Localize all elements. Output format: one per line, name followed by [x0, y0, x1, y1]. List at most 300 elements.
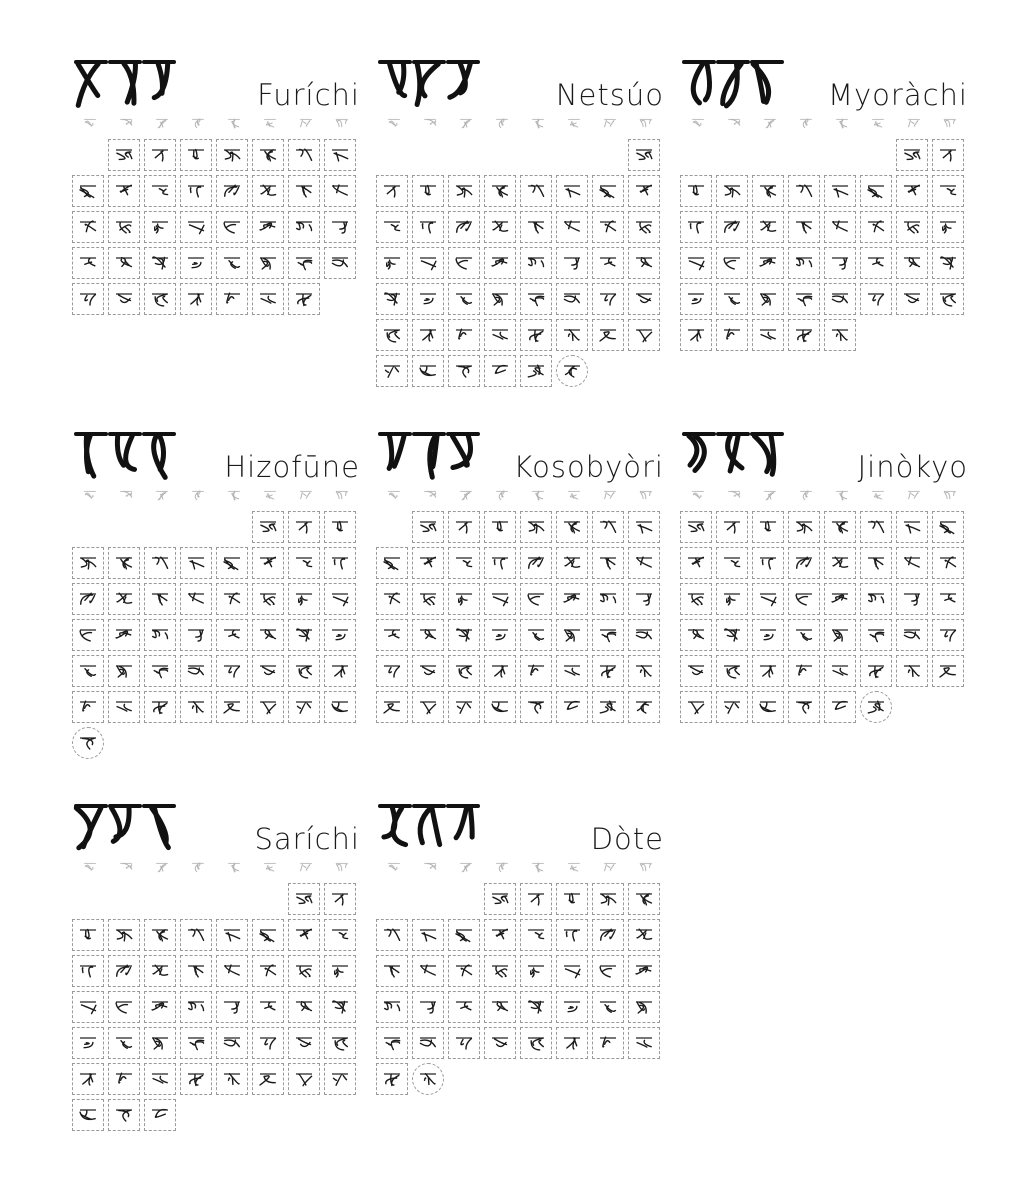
weekday-glyph-icon	[144, 858, 180, 880]
day-cell	[860, 619, 892, 651]
day-cell	[680, 619, 712, 651]
day-cell	[592, 247, 624, 279]
day-cell	[788, 583, 820, 615]
day-cell	[72, 955, 104, 987]
empty-slot	[484, 139, 520, 175]
month-title-script-icon	[680, 48, 790, 110]
month-title-script-icon	[376, 792, 486, 854]
day-cell	[628, 919, 660, 951]
day-cell	[788, 211, 820, 243]
day-cell	[216, 283, 248, 315]
day-cell	[932, 247, 964, 279]
day-cell	[448, 175, 480, 207]
day-cell	[180, 211, 212, 243]
weekday-glyph-icon	[716, 114, 752, 136]
day-cell	[412, 319, 444, 351]
day-cell	[556, 883, 588, 915]
day-cell	[556, 583, 588, 615]
day-cell	[860, 283, 892, 315]
day-cell	[788, 655, 820, 687]
day-cell	[376, 583, 408, 615]
day-cell	[824, 319, 856, 351]
day-cell	[180, 655, 212, 687]
day-cell	[824, 175, 856, 207]
day-cell	[932, 211, 964, 243]
empty-slot	[180, 511, 216, 547]
day-cell	[252, 1063, 284, 1095]
weekday-glyph-icon	[108, 114, 144, 136]
day-cell	[896, 655, 928, 687]
day-cell	[216, 175, 248, 207]
day-cell	[752, 247, 784, 279]
weekday-glyph-icon	[252, 486, 288, 508]
empty-slot	[72, 139, 108, 175]
empty-slot	[180, 883, 216, 919]
day-cell	[520, 175, 552, 207]
day-cell	[680, 319, 712, 351]
day-cell	[448, 319, 480, 351]
day-cell	[824, 547, 856, 579]
day-cell	[556, 247, 588, 279]
day-cell	[324, 955, 356, 987]
weekday-glyph-icon	[216, 486, 252, 508]
day-cell	[896, 139, 928, 171]
day-cell	[324, 175, 356, 207]
day-cell	[716, 247, 748, 279]
day-cell	[788, 319, 820, 351]
weekday-glyph-icon	[520, 858, 556, 880]
day-cell	[716, 175, 748, 207]
day-cell	[376, 955, 408, 987]
empty-slot	[108, 883, 144, 919]
day-cell	[448, 283, 480, 315]
day-cell	[896, 175, 928, 207]
weekday-header-row	[680, 486, 968, 508]
day-cell	[788, 691, 820, 723]
day-cell	[716, 691, 748, 723]
day-cell	[628, 547, 660, 579]
day-cell	[788, 511, 820, 543]
day-cell	[628, 247, 660, 279]
day-cell	[556, 175, 588, 207]
weekday-glyph-icon	[592, 114, 628, 136]
day-cell	[72, 691, 104, 723]
day-cell	[628, 955, 660, 987]
day-cell	[288, 919, 320, 951]
weekday-header-row	[72, 114, 360, 136]
day-cell	[896, 547, 928, 579]
day-cell	[824, 283, 856, 315]
empty-slot	[860, 139, 896, 175]
day-cell	[520, 547, 552, 579]
day-cell	[376, 283, 408, 315]
day-cell	[288, 175, 320, 207]
day-cell	[896, 619, 928, 651]
weekday-glyph-icon	[216, 858, 252, 880]
weekday-header-row	[680, 114, 968, 136]
day-cell	[448, 1027, 480, 1059]
day-cell	[288, 547, 320, 579]
day-cell	[484, 247, 516, 279]
day-cell	[932, 511, 964, 543]
day-cell	[448, 991, 480, 1023]
day-cell	[376, 247, 408, 279]
day-cell	[448, 619, 480, 651]
day-cell	[252, 175, 284, 207]
day-cell	[288, 955, 320, 987]
day-cell	[448, 919, 480, 951]
day-cell	[680, 511, 712, 543]
day-cell	[324, 991, 356, 1023]
day-cell	[108, 691, 140, 723]
weekday-glyph-icon	[252, 114, 288, 136]
day-cell	[520, 655, 552, 687]
weekday-glyph-icon	[788, 114, 824, 136]
weekday-glyph-icon	[180, 858, 216, 880]
day-cell	[376, 991, 408, 1023]
festival-day-cell	[72, 727, 104, 759]
day-cell	[324, 547, 356, 579]
day-cell	[216, 211, 248, 243]
weekday-glyph-icon	[752, 114, 788, 136]
day-cell	[180, 283, 212, 315]
day-cell	[108, 175, 140, 207]
day-cell	[824, 211, 856, 243]
weekday-glyph-icon	[376, 858, 412, 880]
day-cell	[484, 991, 516, 1023]
day-cell	[252, 619, 284, 651]
day-cell	[752, 619, 784, 651]
day-cell	[680, 175, 712, 207]
weekday-glyph-icon	[520, 114, 556, 136]
day-cell	[628, 283, 660, 315]
empty-slot	[376, 511, 412, 547]
day-cell	[680, 247, 712, 279]
day-cell	[680, 655, 712, 687]
day-cell	[484, 283, 516, 315]
day-cell	[752, 175, 784, 207]
day-cell	[680, 583, 712, 615]
day-cell	[448, 655, 480, 687]
day-cell	[556, 511, 588, 543]
day-cell	[288, 1027, 320, 1059]
month-title-script-icon	[72, 48, 182, 110]
day-cell	[324, 247, 356, 279]
day-cell	[288, 139, 320, 171]
day-cell	[324, 211, 356, 243]
day-cell	[180, 1063, 212, 1095]
day-cell	[556, 691, 588, 723]
day-cell	[752, 691, 784, 723]
day-cell	[860, 655, 892, 687]
empty-slot	[144, 883, 180, 919]
month-name: Kosobyòri	[513, 450, 664, 484]
day-cell	[288, 1063, 320, 1095]
weekday-glyph-icon	[412, 114, 448, 136]
weekday-glyph-icon	[324, 486, 360, 508]
day-cell	[376, 655, 408, 687]
day-cell	[324, 655, 356, 687]
day-cell	[556, 619, 588, 651]
day-cell	[628, 319, 660, 351]
weekday-glyph-icon	[752, 486, 788, 508]
day-cell	[592, 955, 624, 987]
weekday-glyph-icon	[376, 486, 412, 508]
day-cell	[628, 211, 660, 243]
weekday-glyph-icon	[896, 486, 932, 508]
day-cell	[72, 583, 104, 615]
day-cell	[592, 583, 624, 615]
day-cell	[216, 139, 248, 171]
weekday-glyph-icon	[324, 114, 360, 136]
day-cell	[592, 655, 624, 687]
day-grid	[376, 883, 664, 1099]
day-cell	[520, 619, 552, 651]
day-cell	[376, 619, 408, 651]
day-cell	[932, 547, 964, 579]
weekday-glyph-icon	[72, 114, 108, 136]
day-cell	[752, 511, 784, 543]
day-cell	[860, 547, 892, 579]
month-title-script-icon	[72, 792, 182, 854]
day-cell	[412, 1027, 444, 1059]
empty-slot	[72, 511, 108, 547]
day-cell	[520, 691, 552, 723]
day-cell	[484, 211, 516, 243]
weekday-glyph-icon	[108, 486, 144, 508]
day-cell	[324, 511, 356, 543]
day-cell	[680, 211, 712, 243]
festival-day-cell	[556, 355, 588, 387]
day-cell	[932, 283, 964, 315]
weekday-header-row	[72, 486, 360, 508]
day-cell	[788, 175, 820, 207]
day-cell	[680, 547, 712, 579]
day-cell	[412, 511, 444, 543]
day-cell	[412, 955, 444, 987]
weekday-glyph-icon	[144, 114, 180, 136]
day-cell	[484, 511, 516, 543]
month-name: Saríchi	[254, 822, 360, 856]
day-cell	[932, 655, 964, 687]
day-cell	[252, 919, 284, 951]
empty-slot	[448, 883, 484, 919]
day-cell	[108, 919, 140, 951]
day-cell	[180, 691, 212, 723]
day-cell	[860, 247, 892, 279]
day-cell	[324, 919, 356, 951]
day-cell	[520, 283, 552, 315]
day-cell	[144, 547, 176, 579]
day-cell	[592, 511, 624, 543]
day-cell	[824, 619, 856, 651]
day-cell	[144, 691, 176, 723]
month-title-script-icon	[72, 420, 182, 482]
weekday-glyph-icon	[628, 486, 664, 508]
festival-day-cell	[860, 691, 892, 723]
day-grid	[72, 511, 360, 763]
day-cell	[252, 511, 284, 543]
day-cell	[108, 619, 140, 651]
day-cell	[896, 583, 928, 615]
day-cell	[520, 511, 552, 543]
day-cell	[288, 991, 320, 1023]
month-title-script-icon	[680, 420, 790, 482]
day-cell	[448, 211, 480, 243]
day-cell	[752, 211, 784, 243]
day-grid	[72, 883, 360, 1135]
day-cell	[108, 283, 140, 315]
day-cell	[520, 919, 552, 951]
empty-slot	[824, 139, 860, 175]
day-cell	[484, 655, 516, 687]
day-cell	[144, 919, 176, 951]
day-cell	[628, 991, 660, 1023]
month-name: Netsúo	[555, 78, 664, 112]
day-cell	[252, 655, 284, 687]
day-cell	[324, 883, 356, 915]
day-cell	[324, 1063, 356, 1095]
weekday-glyph-icon	[288, 114, 324, 136]
day-cell	[556, 547, 588, 579]
day-cell	[752, 319, 784, 351]
day-cell	[180, 619, 212, 651]
day-cell	[216, 955, 248, 987]
day-cell	[412, 583, 444, 615]
day-cell	[72, 283, 104, 315]
day-cell	[592, 619, 624, 651]
weekday-glyph-icon	[376, 114, 412, 136]
weekday-glyph-icon	[680, 114, 716, 136]
day-cell	[752, 283, 784, 315]
day-cell	[72, 211, 104, 243]
day-cell	[108, 211, 140, 243]
weekday-glyph-icon	[680, 486, 716, 508]
day-cell	[412, 547, 444, 579]
day-cell	[520, 319, 552, 351]
day-cell	[180, 991, 212, 1023]
day-cell	[324, 583, 356, 615]
weekday-glyph-icon	[484, 486, 520, 508]
day-cell	[896, 211, 928, 243]
day-cell	[556, 919, 588, 951]
day-cell	[592, 319, 624, 351]
day-cell	[484, 175, 516, 207]
day-cell	[252, 955, 284, 987]
weekday-glyph-icon	[592, 486, 628, 508]
weekday-glyph-icon	[252, 858, 288, 880]
weekday-glyph-icon	[628, 858, 664, 880]
day-cell	[144, 211, 176, 243]
day-cell	[288, 511, 320, 543]
day-cell	[824, 511, 856, 543]
day-cell	[752, 583, 784, 615]
weekday-glyph-icon	[628, 114, 664, 136]
day-cell	[324, 139, 356, 171]
day-cell	[72, 1027, 104, 1059]
weekday-glyph-icon	[484, 858, 520, 880]
day-cell	[824, 691, 856, 723]
day-cell	[628, 619, 660, 651]
day-cell	[556, 991, 588, 1023]
day-cell	[932, 175, 964, 207]
day-cell	[252, 583, 284, 615]
day-cell	[520, 355, 552, 387]
day-cell	[108, 991, 140, 1023]
day-cell	[216, 619, 248, 651]
day-cell	[716, 211, 748, 243]
day-cell	[252, 139, 284, 171]
day-cell	[412, 919, 444, 951]
day-cell	[216, 655, 248, 687]
empty-slot	[716, 139, 752, 175]
weekday-glyph-icon	[180, 114, 216, 136]
day-cell	[376, 691, 408, 723]
empty-slot	[412, 883, 448, 919]
day-cell	[556, 955, 588, 987]
day-cell	[180, 139, 212, 171]
day-cell	[716, 511, 748, 543]
day-cell	[860, 175, 892, 207]
weekday-glyph-icon	[180, 486, 216, 508]
day-grid	[376, 511, 664, 727]
day-grid	[72, 139, 360, 319]
day-cell	[288, 883, 320, 915]
day-cell	[484, 583, 516, 615]
month-name: Jinòkyo	[857, 450, 968, 484]
day-cell	[448, 955, 480, 987]
day-cell	[108, 547, 140, 579]
weekday-glyph-icon	[144, 486, 180, 508]
weekday-glyph-icon	[108, 858, 144, 880]
day-cell	[252, 1027, 284, 1059]
day-cell	[448, 511, 480, 543]
weekday-header-row	[376, 114, 664, 136]
day-cell	[376, 1027, 408, 1059]
day-cell	[252, 991, 284, 1023]
weekday-glyph-icon	[788, 486, 824, 508]
day-cell	[180, 955, 212, 987]
weekday-glyph-icon	[216, 114, 252, 136]
day-cell	[252, 547, 284, 579]
weekday-glyph-icon	[288, 858, 324, 880]
day-cell	[144, 1063, 176, 1095]
day-cell	[216, 583, 248, 615]
empty-slot	[108, 511, 144, 547]
day-cell	[412, 175, 444, 207]
day-cell	[628, 139, 660, 171]
empty-slot	[592, 139, 628, 175]
day-cell	[716, 319, 748, 351]
day-cell	[556, 1027, 588, 1059]
day-cell	[252, 691, 284, 723]
day-cell	[180, 1027, 212, 1059]
day-cell	[680, 691, 712, 723]
day-cell	[592, 283, 624, 315]
day-cell	[108, 1099, 140, 1131]
day-cell	[108, 583, 140, 615]
day-cell	[72, 547, 104, 579]
day-cell	[896, 511, 928, 543]
day-cell	[680, 283, 712, 315]
day-cell	[252, 283, 284, 315]
day-cell	[180, 175, 212, 207]
weekday-glyph-icon	[412, 858, 448, 880]
day-cell	[412, 355, 444, 387]
day-cell	[628, 883, 660, 915]
day-cell	[484, 919, 516, 951]
weekday-glyph-icon	[824, 114, 860, 136]
